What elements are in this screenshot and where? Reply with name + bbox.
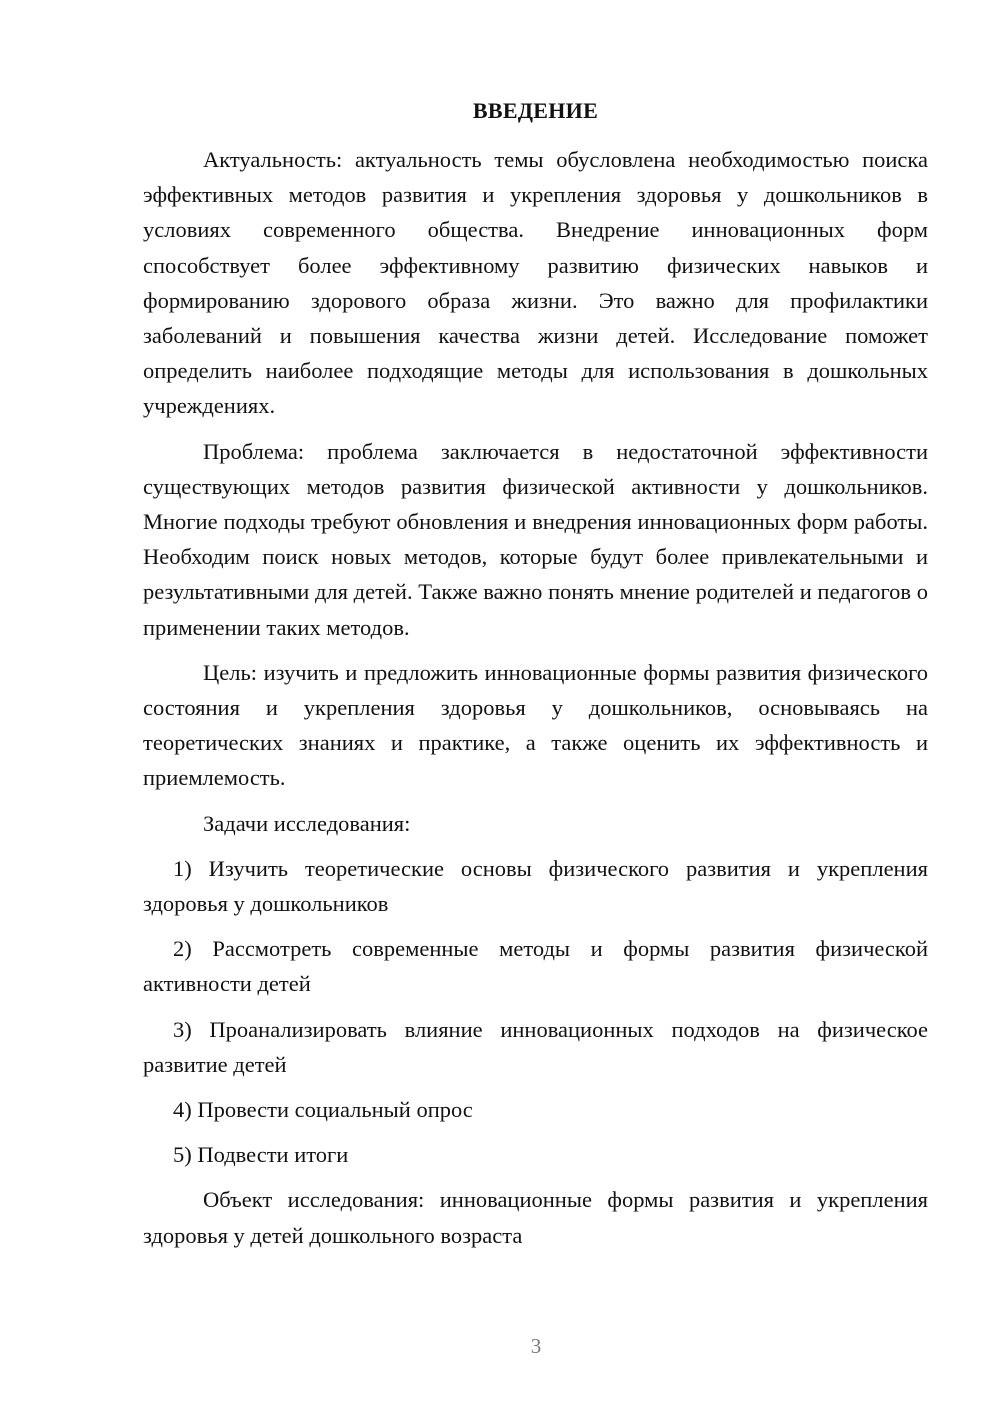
section-title: ВВЕДЕНИЕ xyxy=(472,98,599,123)
task-item-5: 5) Подвести итоги xyxy=(173,1142,349,1168)
task-item-1: 1) Изучить теоретические основы физического развития и укрепления здоровья у дошкольников xyxy=(143,855,928,917)
paragraph-object: Объект исследования: инновационные формы развития и укрепления здоровья у детей дошкольного возраста xyxy=(143,1187,928,1248)
paragraph-problem: Проблема: проблема заключается в недостаточной эффективности существующих методов развития физической активности у дошкольников. Многие подходы требуют обновления и внедрения инновационных форм работы. Необходим поиск новых методов, которые будут более привлекательными и результативными для детей. Также важно понять мнение родителей и педагогов о применении таких методов. xyxy=(143,438,928,640)
paragraph-goal: Цель: изучить и предложить инновационные формы развития физического состояния и укрепления здоровья у дошкольников, основываясь на теоретических знаниях и практике, а также оценить их эффективность и приемлемость. xyxy=(143,659,928,791)
task-item-4: 4) Провести социальный опрос xyxy=(173,1097,473,1123)
paragraph-relevance: Актуальность: актуальность темы обусловлена необходимостью поиска эффективных методов развития и укрепления здоровья у дошкольников в условиях современного общества. Внедрение инновационных форм способствует более эффективному развитию физических навыков и формированию здорового образа жизни. Это важно для профилактики заболеваний и повышения качества жизни детей. Исследование поможет определить наиболее подходящие методы для использования в дошкольных учреждениях. xyxy=(143,147,928,419)
task-item-3: 3) Проанализировать влияние инновационных подходов на физическое развитие детей xyxy=(143,1016,928,1077)
document-page xyxy=(143,96,928,1253)
page-number: 3 xyxy=(530,1334,542,1358)
tasks-heading: Задачи исследования: xyxy=(203,810,411,836)
task-item-2: 2) Рассмотреть современные методы и формы развития физической активности детей xyxy=(143,936,928,997)
